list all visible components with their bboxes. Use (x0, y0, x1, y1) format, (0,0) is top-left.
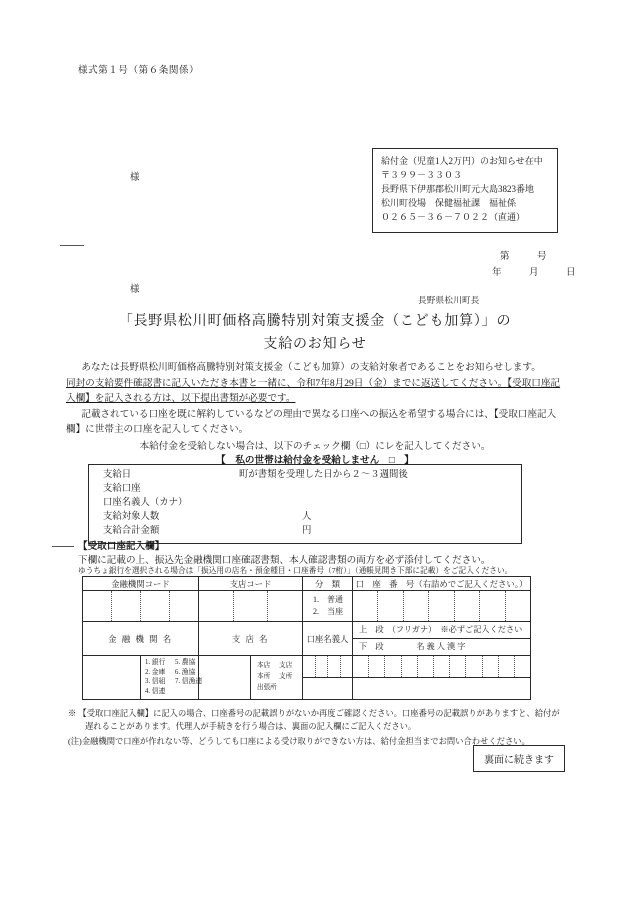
sender-address-box (372, 148, 558, 233)
issuer-name: 長野県松川町長 (418, 295, 480, 305)
recipient-marker-bottom: 様 (130, 285, 140, 295)
payment-label: 支給日 (103, 470, 132, 480)
form-number: 様式第１号（第６条関係） (78, 66, 200, 76)
kind-option-nokyo[interactable]: 5. 農協 (175, 659, 196, 666)
table-row (89, 524, 521, 538)
branch-kind-row[interactable] (257, 661, 302, 672)
sender-department: 松川町役場 保健福祉課 福祉係 (381, 197, 517, 208)
name-kana-row[interactable] (353, 656, 530, 678)
kind-option-shinkumi[interactable]: 3. 信組 (145, 678, 166, 686)
branch-code-input[interactable] (199, 591, 303, 622)
bank-code-input[interactable] (83, 591, 199, 622)
table-row (89, 468, 521, 482)
page-title-line2: 支給のお知らせ (263, 337, 367, 352)
holder-kanji-row[interactable] (303, 678, 352, 699)
page-title-line1: 「長野県松川町価格高騰特別対策支援金（こども加算）」の (118, 314, 512, 329)
branch-kind-row[interactable] (257, 672, 302, 683)
payment-label: 支給口座 (103, 484, 141, 495)
left-rule-bank (52, 546, 74, 547)
kind-row[interactable] (145, 658, 198, 668)
payment-unit: 人 (302, 512, 312, 523)
bank-note-1: 下欄に記載の上、振込先金融機関口座確認書類、本人確認書類の両方を必ず添付してください。 (78, 555, 491, 566)
footer-note-1-text: 【受取口座記入欄】に記入の場合、口座番号の記載誤りがないか再度ご確認ください。口座番号の記載誤りがありますと、給付が (78, 709, 560, 718)
branch-option-shisho[interactable]: 支所 (279, 673, 293, 680)
header-account-type: 分 類 (303, 577, 353, 591)
kind-option-gyokyo[interactable]: 6. 漁協 (175, 668, 196, 676)
header-branch-name: 支 店 名 (199, 622, 303, 656)
footer-note-1 (68, 708, 568, 734)
left-rule-document (60, 245, 84, 246)
header-bank-code: 金融機関コード (83, 577, 199, 591)
table-row (83, 622, 531, 656)
payment-details-table (88, 464, 522, 544)
header-branch-code: 支店コード (199, 577, 303, 591)
note-mark: ※ (68, 709, 77, 718)
footer-note-2: (注)金融機関で口座が作れない等、どうしても口座による受け取りができない方は、給付金担当までお問い合わせください。 (68, 737, 530, 746)
continue-on-back-box: 裏面に続きます (473, 745, 565, 772)
branch-name-input[interactable] (199, 656, 251, 700)
institution-kind-options[interactable] (141, 656, 203, 700)
table-row (89, 496, 521, 510)
kind-row[interactable] (145, 687, 198, 697)
header-bank-name: 金 融 機 関 名 (83, 622, 199, 656)
body-text (66, 360, 566, 438)
payment-value (239, 496, 521, 510)
account-number-input[interactable] (353, 591, 531, 622)
table-row (89, 510, 521, 524)
kind-option-kinko[interactable]: 2. 金庫 (145, 668, 166, 676)
bank-account-entry-table (82, 576, 531, 700)
kind-row[interactable] (145, 677, 203, 687)
table-row (83, 591, 531, 622)
sender-line-1: 給付金（児童1人2万円）のお知らせ在中 (381, 156, 543, 166)
branch-option-shiten[interactable]: 支店 (279, 662, 293, 670)
document-number: 第 号 (500, 252, 556, 262)
payment-label: 支給合計金額 (103, 526, 160, 537)
payment-value: 町が書類を受理した日から２～３週間後 (239, 470, 408, 480)
table-row (83, 656, 531, 700)
account-type-options[interactable] (303, 591, 353, 622)
name-entry-cells[interactable] (353, 656, 531, 700)
bank-name-input[interactable] (83, 656, 141, 700)
holder-kana-row[interactable] (303, 656, 352, 678)
bank-section-heading: 【受取口座記入欄】 (78, 541, 165, 552)
branch-option-honten[interactable]: 本店 (257, 662, 271, 670)
document-date: 年 月 日 (492, 268, 585, 278)
account-type-option-futsu[interactable]: 1. 普通 (313, 595, 343, 605)
payment-unit: 円 (302, 526, 312, 537)
kind-row[interactable] (145, 668, 198, 678)
footer-note-1-line1 (68, 708, 568, 721)
kind-option-shingyoren[interactable]: 7. 信漁連 (175, 678, 203, 686)
name-kanji-row[interactable] (353, 678, 530, 699)
body-paragraph-2: 同封の支給要件確認書に記入いただき本書と一緒に、令和7年8月29日（金）までに返送してください。【受取口座記入欄】を記入される方は、以下提出書類が必要です。 (66, 377, 561, 405)
branch-option-shutchojo[interactable]: 出張所 (257, 683, 277, 691)
header-furigana-top: 上 段 （フリガナ） ※必ずご記入ください (353, 622, 530, 639)
branch-option-honjo[interactable]: 本所 (257, 673, 271, 680)
sender-postal-code: 〒３９９－３３０３ (381, 169, 463, 180)
furigana-header-group (353, 622, 531, 656)
branch-kind-options[interactable] (251, 656, 303, 700)
body-paragraph-1: あなたは長野県松川町価格高騰特別対策支援金（こども加算）の支給対象者であることをお知らせします。 (81, 362, 541, 373)
holder-kana-cells[interactable] (303, 656, 353, 700)
body-paragraph-3: 記載されている口座を既に解約しているなどの理由で異なる口座への振込を希望する場合には、【受取口座記入欄】に世帯主の口座を記入してください。 (66, 408, 557, 436)
footer-note-1-line2: 遅れることがあります。代理人が手続きを行う場合は、裏面の記入欄にご記入ください。 (85, 721, 417, 731)
kind-option-shinren[interactable]: 4. 信連 (145, 687, 166, 695)
account-type-option-toza[interactable]: 2. 当座 (313, 607, 343, 616)
header-furigana-bottom: 下 段 名 義 人 漢 字 (359, 642, 466, 651)
payment-label: 口座名義人（カナ） (103, 498, 188, 509)
table-row (83, 577, 531, 591)
branch-kind-row[interactable] (257, 683, 302, 694)
declaration-checkbox-line[interactable]: 【 私の世帯は給付金を受給しません □ 】 (216, 455, 414, 466)
sender-phone: ０２６５－３６－７０２２（直通） (381, 211, 526, 222)
bank-note-2: ゆうちょ銀行を選択される場合は「振込用の店名・預金種目・口座番号（7桁）」（通帳見開き下部に記載）をご記入ください。 (78, 566, 513, 575)
notice-text: 本給付金を受給しない場合は、以下のチェック欄（□）にレを記入してください。 (139, 441, 491, 452)
header-account-number: 口 座 番 号（右詰めでご記入ください。） (353, 577, 531, 591)
sender-address: 長野県下伊那郡松川町元大島3823番地 (381, 183, 535, 194)
payment-label: 支給対象人数 (103, 512, 160, 523)
kind-option-bank[interactable]: 1. 銀行 (145, 659, 166, 666)
header-account-holder: 口座名義人 (303, 622, 353, 656)
recipient-marker-top: 様 (130, 173, 140, 183)
payment-value (239, 482, 521, 496)
table-row (89, 482, 521, 496)
